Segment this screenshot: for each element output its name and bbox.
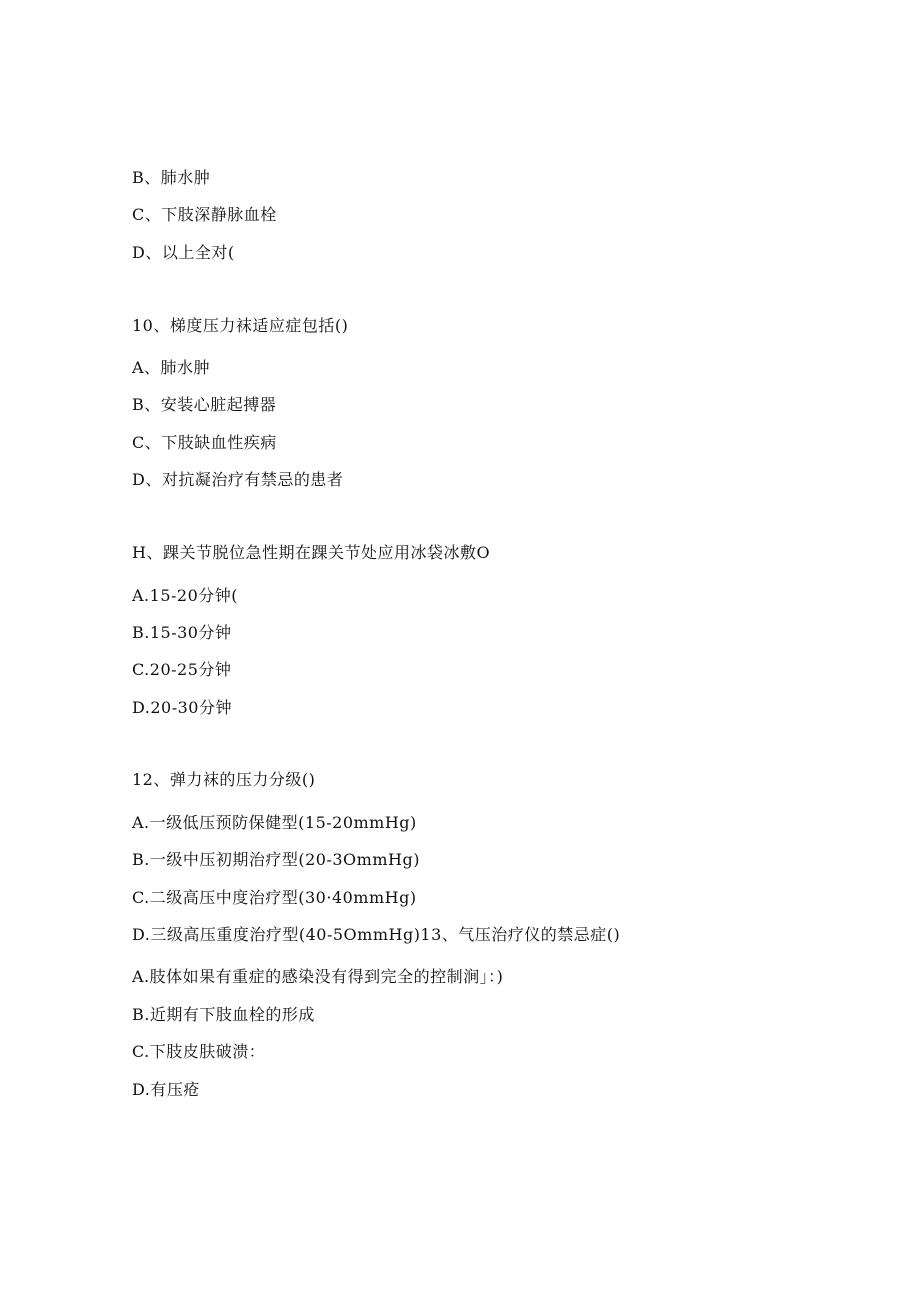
option-c-q12: C.二级高压中度治疗型(30·40mmHg)	[132, 888, 417, 907]
option-a-q11: A.15-20分钟(	[132, 586, 239, 605]
option-b-q11: B.15-30分钟	[132, 623, 232, 642]
option-b-q12: B.一级中压初期治疗型(20-3OmmHg)	[132, 850, 420, 869]
option-b-q10: B、安装心脏起搏器	[132, 395, 277, 414]
option-d-q12-question-13: D.三级高压重度治疗型(40-5OmmHg)13、气压治疗仪的禁忌症()	[132, 925, 621, 944]
question-12: 12、弹力袜的压力分级()	[132, 770, 316, 789]
option-d-q9: D、以上全对(	[132, 243, 235, 262]
question-10: 10、梯度压力袜适应症包括()	[132, 316, 349, 335]
question-11: H、踝关节脱位急性期在踝关节处应用冰袋冰敷O	[132, 543, 491, 562]
option-b-q9: B、肺水肿	[132, 168, 211, 187]
option-c-q9: C、下肢深静脉血栓	[132, 205, 277, 224]
option-c-q11: C.20-25分钟	[132, 660, 232, 679]
option-c-q13: C.下肢皮肤破溃：	[132, 1042, 266, 1061]
option-a-q10: A、肺水肿	[132, 358, 211, 377]
option-d-q11: D.20-30分钟	[132, 698, 232, 717]
option-a-q12: A.一级低压预防保健型(15-20mmHg)	[132, 813, 417, 832]
option-c-q10: C、下肢缺血性疾病	[132, 433, 277, 452]
option-d-q13: D.有压疮	[132, 1080, 200, 1099]
option-b-q13: B.近期有下肢血栓的形成	[132, 1005, 315, 1024]
option-d-q10: D、对抗凝治疗有禁忌的患者	[132, 470, 344, 489]
option-a-q13: A.肢体如果有重症的感染没有得到完全的控制涧」：)	[132, 967, 504, 986]
